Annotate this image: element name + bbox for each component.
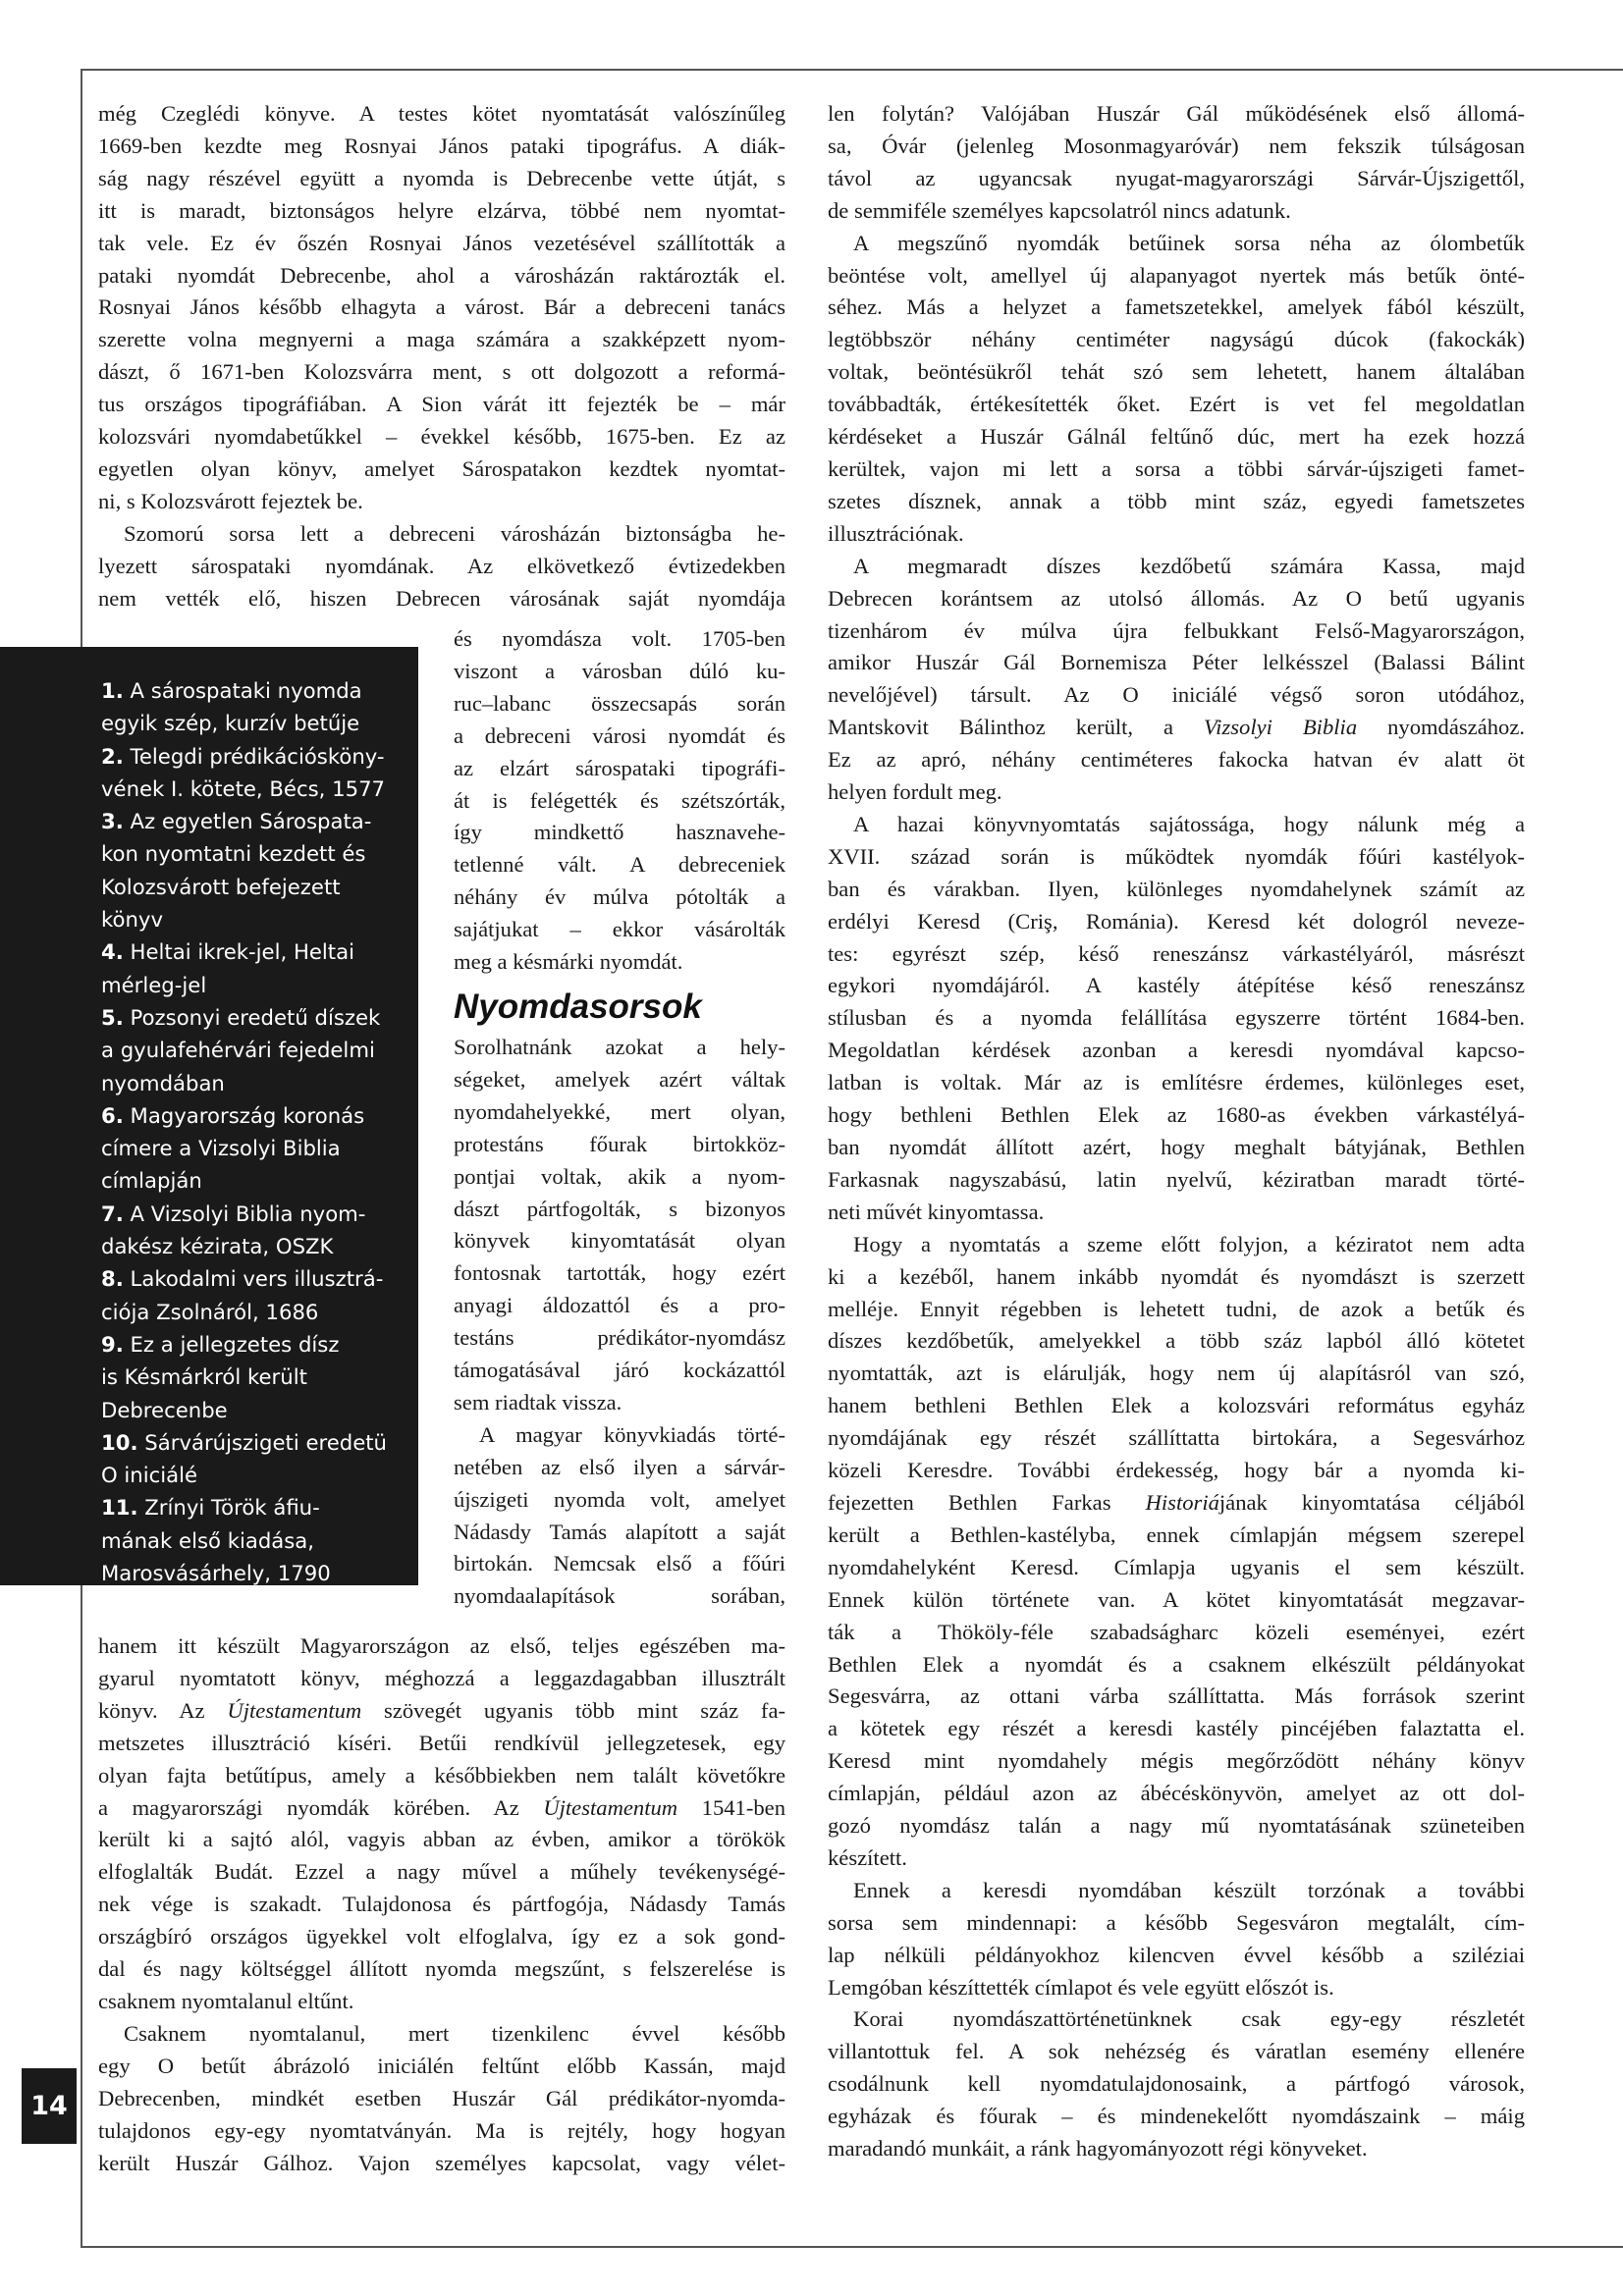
caption-text: Pozsonyi eredetű díszek bbox=[130, 1004, 381, 1030]
text-line: Nádasdy Tamás alapított a saját bbox=[454, 1519, 785, 1544]
text-line: itt is maradt, biztonságos helyre elzárva, többé nem nyomtat- bbox=[98, 197, 785, 223]
text-line: nem vették elő, hiszen Debrecen városának saját nyomdája bbox=[98, 585, 785, 611]
text-line: így mindkettő hasznavehe- bbox=[454, 820, 785, 845]
caption-text: Zrínyi Török áfiu- bbox=[144, 1495, 320, 1521]
text-line: stílusban és a nyomda felállítása egyszerre történt 1684-ben. bbox=[828, 1005, 1525, 1031]
text-line: Rosnyai János később elhagyta a várost. Bár a debreceni tanács bbox=[98, 294, 785, 320]
text-line: fejezetten Bethlen Farkas Historiájának kinyomtatása céljából bbox=[828, 1489, 1525, 1515]
text-line: neti művét kinyomtassa. bbox=[828, 1199, 1045, 1224]
caption-text: Magyarország koronás bbox=[130, 1102, 365, 1128]
caption-text: címere a Vizsolyi Biblia bbox=[101, 1136, 341, 1161]
text-line: ségeket, amelyek azért váltak bbox=[454, 1066, 785, 1092]
text-line: kerültek, vajon mi lett a sorsa a többi sárvár-újszigeti famet- bbox=[828, 455, 1525, 481]
text-line: továbbadták, értékesítették őket. Ezért is vet fel megoldatlan bbox=[828, 392, 1525, 417]
text-line: az elzárt sárospataki tipográfi- bbox=[454, 755, 785, 780]
text-line: len folytán? Valójában Huszár Gál működésének első állomá- bbox=[828, 101, 1525, 126]
text-line: egy O betűt ábrázoló iniciálén feltűnt előbb Kassán, majd bbox=[98, 2053, 785, 2078]
caption-number: 7. bbox=[101, 1201, 124, 1226]
text-line: könyvek kinyomtatását olyan bbox=[454, 1228, 785, 1254]
text-line: dászt, ő 1671-ben Kolozsvárra ment, s ott dolgozott a reformá- bbox=[98, 359, 785, 385]
text-line: tes: egyrészt szép, késő reneszánsz várkastélyáról, másrészt bbox=[828, 940, 1525, 966]
text-line: Szomorú sorsa lett a debreceni városházán biztonságba he- bbox=[124, 520, 785, 546]
text-line: Sorolhatnánk azokat a hely- bbox=[454, 1034, 785, 1059]
text-line: nek vége is szakadt. Tulajdonosa és pártfogója, Nádasdy Tamás bbox=[98, 1892, 785, 1917]
text-line: Mantskovit Bálinthoz került, a Vizsolyi Biblia nyomdászához. bbox=[828, 715, 1526, 740]
text-line: sajátjukat – ekkor vásárolták bbox=[454, 917, 785, 942]
text-line: a debreceni városi nyomdát és bbox=[454, 722, 785, 748]
text-line: birtokán. Nemcsak első a főúri bbox=[454, 1551, 785, 1576]
caption-text: mának első kiadása, bbox=[101, 1527, 315, 1553]
text-line: egyetlen olyan könyv, amelyet Sárospatakon kezdtek nyomtat- bbox=[98, 455, 785, 481]
text-line: csodálnunk kell nyomdatulajdonosaink, a pártfogó városok, bbox=[828, 2071, 1525, 2097]
text-line: Csaknem nyomtalanul, mert tizenkilenc évvel később bbox=[124, 2020, 785, 2046]
text-line: Ez az apró, néhány centiméteres fakocka hatvan év alatt öt bbox=[828, 747, 1525, 773]
text-line: kolozsvári nyomdabetűkkel – évekkel később, 1675-ben. Ez az bbox=[98, 424, 785, 450]
text-line: gyarul nyomtatott könyv, méghozzá a leggazdagabban illusztrált bbox=[98, 1665, 785, 1690]
text-line: pataki nyomdát Debrecenbe, ahol a városházán raktározták el. bbox=[98, 262, 785, 288]
text-line: Megoldatlan kérdések azonban a keresdi nyomdával kapcso- bbox=[828, 1038, 1525, 1063]
text-line: Hogy a nyomtatás a szeme előtt folyjon, a kéziratot nem adta bbox=[853, 1231, 1525, 1256]
text-line: melléje. Ennyit régebben is lehetett tudni, de azok a betűk és bbox=[828, 1296, 1525, 1321]
caption-number: 5. bbox=[101, 1004, 124, 1030]
text-line: Lemgóban készíttették címlapot és vele együtt előszót is. bbox=[828, 1974, 1334, 2000]
text-line: a kötetek egy részét a keresdi kastély pincéjében falaztatta el. bbox=[828, 1716, 1525, 1741]
text-line: címlapján, például azon az ábécéskönyvön, amelyet az ott dol- bbox=[828, 1781, 1525, 1806]
caption-sidebar bbox=[0, 647, 418, 1585]
caption-text: A Vizsolyi Biblia nyom- bbox=[130, 1201, 366, 1226]
caption-text: O iniciálé bbox=[101, 1463, 198, 1488]
caption-text: is Késmárkról került bbox=[101, 1364, 307, 1390]
column1-middle-text bbox=[454, 623, 785, 1613]
text-line: került Huszár Gálhoz. Vajon személyes kapcsolat, vagy vélet- bbox=[98, 2150, 785, 2175]
text-line: ni, s Kolozsvárott fejeztek be. bbox=[98, 488, 363, 513]
caption-item bbox=[101, 805, 407, 935]
text-line: támogatásával járó kockázattól bbox=[454, 1358, 785, 1383]
caption-number: 10. bbox=[101, 1429, 138, 1455]
text-line: Bethlen Elek a nyomdát és a csaknem elkészült példányokat bbox=[828, 1651, 1525, 1677]
caption-item bbox=[101, 1491, 407, 1589]
text-line: nyomdahelyekké, mert olyan, bbox=[454, 1098, 785, 1124]
text-line: Debrecen korántsem az utolsó állomás. Az O betű ugyanis bbox=[828, 585, 1525, 611]
text-line: dal és nagy költséggel állított nyomda megszűnt, s felszerelése is bbox=[98, 1956, 785, 1982]
caption-text: Telegdi prédikációsköny- bbox=[130, 743, 385, 769]
caption-number: 4. bbox=[101, 939, 124, 965]
caption-item bbox=[101, 1001, 407, 1099]
text-line: nyomtatták, azt is elárulják, hogy nem új alapításról van szó, bbox=[828, 1361, 1525, 1386]
text-line: egyházak és főurak – és mindenekelőtt nyomdászaink – máig bbox=[828, 2104, 1525, 2129]
text-line: került a Bethlen-kastélyba, ennek címlapján mégsem szerepel bbox=[828, 1522, 1525, 1547]
text-line: nyomdájának egy részét szállíttatta birtokára, a Segesvárhoz bbox=[828, 1425, 1525, 1451]
column1-top-text bbox=[98, 98, 785, 615]
caption-item bbox=[101, 1328, 407, 1426]
text-line: tak vele. Ez év őszén Rosnyai János vezetésével szállították a bbox=[98, 230, 785, 255]
text-line: egykori nyomdájáról. A kastély átépítése késő reneszánsz bbox=[828, 973, 1525, 998]
text-line: lap nélküli példányokhoz kilencven évvel később a sziléziai bbox=[828, 1942, 1525, 1967]
text-line: tetlenné vált. A debreceniek bbox=[454, 852, 785, 878]
text-line: távol az ugyancsak nyugat-magyarországi Sárvár-Újszigettől, bbox=[828, 165, 1525, 190]
text-line: nevelőjével) társult. Az O iniciálé végső soron utódához, bbox=[828, 682, 1525, 708]
text-line: néhány év múlva pótolták a bbox=[454, 884, 785, 910]
text-line: anyagi áldozattól és a pro- bbox=[454, 1293, 785, 1318]
text-line: pontjai voltak, akik a nyom- bbox=[454, 1163, 785, 1189]
text-line: séhez. Más a helyzet a fametszetekkel, amelyek fából készült, bbox=[828, 294, 1525, 320]
text-line: Ennek a keresdi nyomdában készült torzónak a további bbox=[853, 1877, 1525, 1902]
text-line: még Czeglédi könyve. A testes kötet nyomtatását valószínűleg bbox=[98, 101, 785, 126]
top-rule bbox=[81, 69, 1623, 71]
text-line: helyen fordult meg. bbox=[828, 779, 1002, 805]
text-line: hogy bethleni Bethlen Elek az 1680-as években várkastélyá- bbox=[828, 1102, 1525, 1128]
text-line: Debrecenben, mindkét esetben Huszár Gál prédikátor-nyomda- bbox=[98, 2085, 785, 2110]
text-line: testáns prédikátor-nyomdász bbox=[454, 1325, 785, 1351]
text-line: szetes dísznek, annak a több mint száz, egyedi fametszetes bbox=[828, 488, 1525, 513]
text-line: újszigeti nyomda volt, amelyet bbox=[454, 1486, 785, 1512]
text-line: elfoglalták Budát. Ezzel a nagy művel a műhely tevékenységé- bbox=[98, 1859, 785, 1885]
text-line: Keresd mint nyomdahely mégis megőrződött néhány könyv bbox=[828, 1748, 1525, 1774]
text-line: erdélyi Keresd (Criş, Románia). Keresd két dologról neveze- bbox=[828, 908, 1525, 934]
column2-text bbox=[828, 98, 1525, 2165]
caption-number: 1. bbox=[101, 678, 124, 703]
caption-number: 2. bbox=[101, 743, 124, 769]
caption-text: Heltai ikrek-jel, Heltai bbox=[130, 939, 354, 965]
text-line: sa, Óvár (jelenleg Mosonmagyaróvár) nem fekszik túlságosan bbox=[828, 133, 1525, 158]
caption-number: 6. bbox=[101, 1102, 124, 1128]
text-line: kérdéseket a Huszár Gálnál feltűnő dúc, mert ha ezek hozzá bbox=[828, 424, 1525, 450]
text-line: ták a Thököly-féle szabadságharc közeli eseményei, ezért bbox=[828, 1619, 1525, 1644]
caption-text: ciója Zsolnáról, 1686 bbox=[101, 1299, 319, 1324]
text-line: beöntése volt, amellyel új alapanyagot nyertek más betűk önté- bbox=[828, 262, 1525, 288]
caption-item bbox=[101, 1099, 407, 1198]
caption-text: Marosvásárhely, 1790 bbox=[101, 1561, 331, 1586]
text-line: hanem itt készült Magyarországon az első, teljes egészében ma- bbox=[98, 1633, 785, 1658]
text-line: voltak, beöntésükről tehát szó sem lehetett, hanem általában bbox=[828, 359, 1525, 385]
caption-item bbox=[101, 740, 407, 806]
caption-text: a gyulafehérvári fejedelmi bbox=[101, 1038, 375, 1063]
caption-text: Ez a jellegzetes dísz bbox=[130, 1331, 340, 1357]
caption-text: Lakodalmi vers illusztrá- bbox=[130, 1266, 384, 1292]
text-line: tus országos tipográfiában. A Sion várát itt fejezték be – már bbox=[98, 392, 785, 417]
text-line: XVII. század során is működtek nyomdák főúri kastélyok- bbox=[828, 843, 1525, 869]
caption-text: címlapján bbox=[101, 1168, 202, 1194]
section-heading: Nyomdasorsok bbox=[454, 987, 702, 1026]
text-line: A magyar könyvkiadás törté- bbox=[479, 1421, 785, 1447]
text-line: ruc–labanc összecsapás során bbox=[454, 690, 785, 716]
text-line: A megszűnő nyomdák betűinek sorsa néha az ólombetűk bbox=[853, 230, 1525, 255]
text-line: nyomdahelyként Keresd. Címlapja ugyanis el sem készült. bbox=[828, 1554, 1525, 1579]
text-line: fontosnak tartották, hogy ezért bbox=[454, 1260, 785, 1286]
text-line: olyan fajta betűtípus, amely a későbbiekben nem talált követőkre bbox=[98, 1762, 785, 1788]
text-line: ban és várakban. Ilyen, különleges nyomdahelynek számít az bbox=[828, 876, 1525, 901]
caption-text: Debrecenbe bbox=[101, 1397, 228, 1422]
text-line: gozó nyomdász talán a nagy mű nyomtatásának szüneteiben bbox=[828, 1813, 1525, 1839]
text-line: sorsa sem mindennapi: a később Segesváron megtalált, cím- bbox=[828, 1909, 1525, 1935]
caption-item bbox=[101, 1262, 407, 1328]
caption-item bbox=[101, 1426, 407, 1492]
text-line: készített. bbox=[828, 1844, 907, 1870]
text-line: maradandó munkáit, a ránk hagyományozott régi könyveket. bbox=[828, 2136, 1368, 2162]
text-line: A megmaradt díszes kezdőbetű számára Kassa, majd bbox=[853, 553, 1525, 578]
text-line: ki a kezéből, hanem inkább nyomdát és nyomdászt is szerzett bbox=[828, 1263, 1525, 1289]
text-line: legtöbbször néhány centiméter nagyságú dúcok (fakockák) bbox=[828, 327, 1525, 352]
text-line: A hazai könyvnyomtatás sajátossága, hogy nálunk még a bbox=[853, 811, 1525, 836]
text-line: Korai nyomdászattörténetünknek csak egy-egy részletét bbox=[853, 2006, 1525, 2032]
text-line: Segesvárra, az ottani várba szállíttatta. Más források szerint bbox=[828, 1683, 1525, 1709]
caption-text: mérleg-jel bbox=[101, 972, 207, 997]
text-line: lyezett sárospataki nyomdának. Az elkövetkező évtizedekben bbox=[98, 553, 785, 578]
caption-text: Az egyetlen Sárospata- bbox=[130, 809, 372, 834]
text-line: tulajdonos egy-egy nyomtatványán. Ma is rejtély, hogy hogyan bbox=[98, 2117, 785, 2143]
caption-text: egyik szép, kurzív betűje bbox=[101, 711, 360, 736]
caption-number: 3. bbox=[101, 809, 124, 834]
text-line: meg a késmárki nyomdát. bbox=[454, 949, 683, 975]
text-line: sem riadtak vissza. bbox=[454, 1389, 622, 1415]
caption-text: A sárospataki nyomda bbox=[130, 678, 362, 703]
column1-bottom-text bbox=[98, 1630, 785, 2179]
caption-text: dakész kézirata, OSZK bbox=[101, 1234, 334, 1259]
bottom-rule bbox=[81, 2246, 1623, 2248]
text-line: Farkasnak nagyszabású, latin nyelvű, kéziratban maradt törté- bbox=[828, 1166, 1525, 1192]
text-line: került ki a sajtó alól, vagyis abban az évben, amikor a törökök bbox=[98, 1827, 785, 1852]
caption-number: 9. bbox=[101, 1331, 124, 1357]
caption-item bbox=[101, 1198, 407, 1263]
text-line: hanem bethleni Bethlen Elek a kolozsvári református egyház bbox=[828, 1393, 1525, 1418]
text-line: netében az első ilyen a sárvár- bbox=[454, 1454, 785, 1479]
text-line: könyv. Az Újtestamentum szövegét ugyanis több mint száz fa- bbox=[98, 1697, 785, 1723]
text-line: szerette volna megnyerni a maga számára a szakképzett nyom- bbox=[98, 327, 785, 352]
caption-text: nyomdában bbox=[101, 1070, 225, 1095]
caption-item bbox=[101, 935, 407, 1001]
text-line: 1669-ben kezdte meg Rosnyai János pataki tipográfus. A diák- bbox=[98, 133, 785, 158]
caption-text: kon nyomtatni kezdett és bbox=[101, 841, 366, 867]
text-line: metszetes illusztráció kíséri. Betűi rendkívül jellegzetesek, egy bbox=[98, 1730, 785, 1755]
text-line: csaknem nyomtalanul eltűnt. bbox=[98, 1988, 354, 2013]
caption-item bbox=[101, 674, 407, 740]
caption-text: Kolozsvárott befejezett könyv bbox=[101, 874, 341, 933]
text-line: a magyarországi nyomdák körében. Az Újtestamentum 1541-ben bbox=[98, 1794, 785, 1820]
text-line: ság nagy részével együtt a nyomda is Debrecenbe vette útját, s bbox=[98, 165, 785, 190]
text-line: Ennek külön története van. A kötet kinyomtatását megzavar- bbox=[828, 1586, 1525, 1612]
text-line: országbíró országos ügyekkel volt elfoglalva, így ez a sok gond- bbox=[98, 1924, 785, 1949]
text-line: közeli Keresdre. További érdekesség, hogy bár a nyomda ki- bbox=[828, 1458, 1525, 1483]
caption-text: Sárvárújszigeti eredetü bbox=[144, 1429, 387, 1455]
text-line: tizenhárom év múlva újra felbukkant Felső-Magyarországon, bbox=[828, 617, 1525, 643]
caption-number: 11. bbox=[101, 1495, 138, 1521]
text-line: amikor Huszár Gál Bornemisza Péter lelkésszel (Balassi Bálint bbox=[828, 650, 1525, 675]
text-line: és nyomdásza volt. 1705-ben bbox=[454, 626, 785, 651]
text-line: latban is voltak. Már az is említésre érdemes, különleges eset, bbox=[828, 1070, 1525, 1095]
caption-text: vének I. kötete, Bécs, 1577 bbox=[101, 775, 386, 801]
text-line: ban nyomdát állított azért, hogy meghalt bátyjának, Bethlen bbox=[828, 1135, 1525, 1159]
caption-number: 8. bbox=[101, 1266, 124, 1292]
text-line: díszes kezdőbetűk, amelyekkel a több száz lapból álló kötetet bbox=[828, 1328, 1525, 1354]
text-line: át is felégették és szétszórták, bbox=[454, 787, 785, 813]
text-line: protestáns főurak birtokköz- bbox=[454, 1131, 785, 1156]
caption-list bbox=[101, 674, 407, 1589]
text-line: viszont a városban dúló ku- bbox=[454, 658, 785, 683]
text-line: nyomdaalapítások sorában, bbox=[454, 1583, 785, 1609]
text-line: illusztrációnak. bbox=[828, 520, 964, 546]
text-line: villantottuk fel. A sok nehézség és váratlan esemény ellenére bbox=[828, 2039, 1525, 2064]
text-line: de semmiféle személyes kapcsolatról nincs adatunk. bbox=[828, 197, 1291, 223]
text-line: dászt pártfogolták, s bizonyos bbox=[454, 1196, 785, 1221]
page-number: 14 bbox=[22, 2068, 77, 2144]
